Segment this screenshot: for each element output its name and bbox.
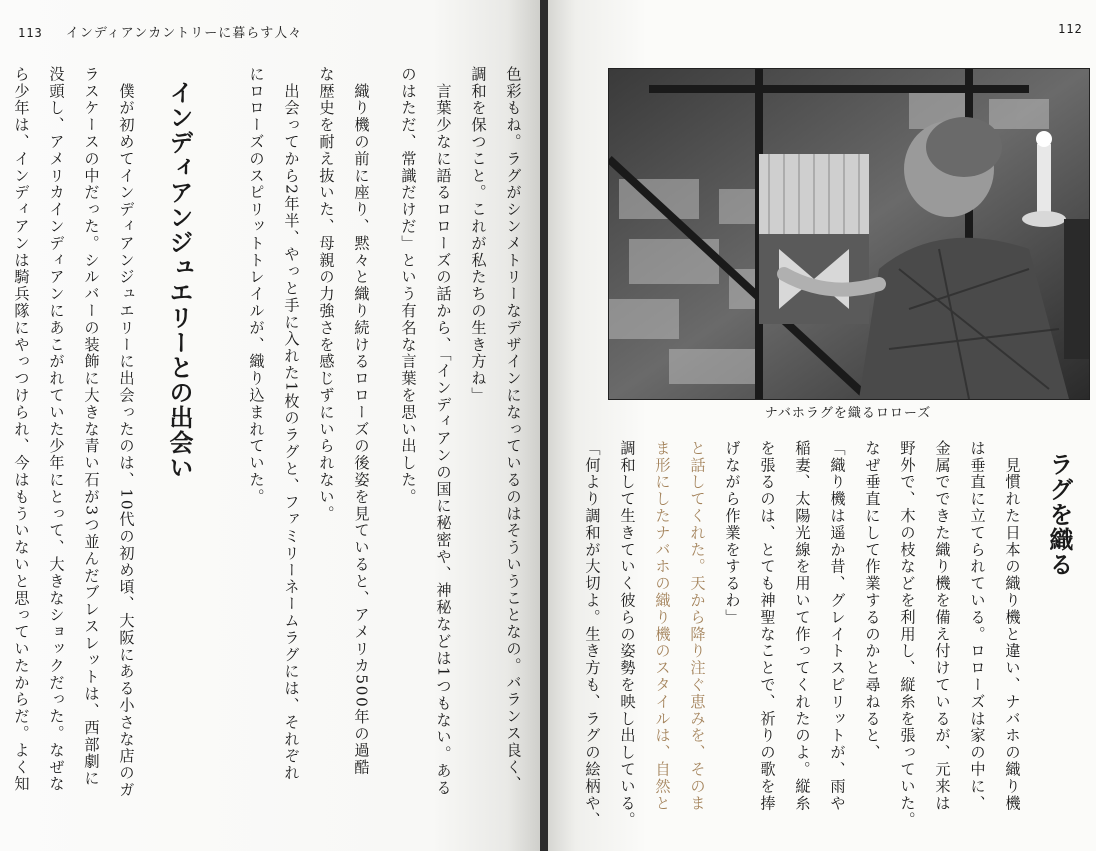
- weaving-photo: [608, 68, 1090, 400]
- text-column: 調和して生きていく彼らの姿勢を映し出している。: [618, 440, 637, 829]
- text-column: 言葉少なに語るロローズの話から、「インディアンの国に秘密や、神秘などは1つもない。ある: [434, 66, 453, 797]
- text-column: ら少年は、インディアンは騎兵隊にやっつけられ、今はもういないと思っていたからだ。よく知: [12, 66, 31, 793]
- running-title: インディアンカントリーに暮らす人々: [65, 26, 303, 41]
- text-column: 野外で、木の枝などを利用し、縦糸を張っていた。: [898, 440, 917, 829]
- text-column: な歴史を耐え抜いた、母親の力強さを感じずにいられない。: [317, 66, 336, 523]
- photo-caption: ナバホラグを織るロローズ: [764, 406, 932, 421]
- text-column: 僕が初めてインディアンジュエリーに出会ったのは、10代の初め頃、大阪にある小さな店のガ: [117, 66, 136, 799]
- text-column: 見慣れた日本の織り機と違い、ナバホの織り機: [1003, 440, 1022, 812]
- text-column: なぜ垂直にして作業するのかと尋ねると、: [863, 440, 882, 762]
- text-column: のはただ、常識だけだ」という有名な言葉を思い出した。: [399, 66, 418, 506]
- section-heading-jewelry: インディアンジュエリーとの出会い: [165, 80, 193, 480]
- text-column: を張るのは、とても神聖なことで、祈りの歌を捧: [758, 440, 777, 812]
- text-column: にロローズのスピリットトレイルが、織り込まれていた。: [247, 66, 266, 506]
- text-column: 織り機の前に座り、黙々と織り続けるロローズの後姿を見ていると、アメリカ500年の過酷: [352, 66, 371, 777]
- text-column: 金属でできた織り機を備え付けているが、元来は: [933, 440, 952, 812]
- text-column: 没頭し、アメリカインディアンにあこがれていた少年にとって、大きなショックだった。なぜな: [47, 66, 66, 793]
- text-column: 色彩もね。ラグがシンメトリーなデザインになっているのはそういうことなの。バランス良く、: [504, 66, 523, 793]
- text-column: ラスケースの中だった。シルバーの装飾に大きな青い石が3つ並んだブレスレットは、西部劇に: [82, 66, 101, 788]
- text-column: と話してくれた。天から降り注ぐ恵みを、そのま: [688, 440, 707, 812]
- page-number-left: 113: [18, 26, 43, 40]
- right-page: [548, 0, 1096, 851]
- text-column: 「織り機は遥か昔、グレイトスピリットが、雨や: [828, 440, 847, 812]
- text-column: は垂直に立てられている。ロローズは家の中に、: [968, 440, 987, 812]
- left-page: [0, 0, 540, 851]
- text-column: 稲妻、太陽光線を用いて作ってくれたのよ。縦糸: [793, 440, 812, 812]
- text-column: ま形にしたナバホの織り機のスタイルは、自然と: [653, 440, 672, 812]
- text-column: 出会ってから2年半、やっと手に入れた1枚のラグと、ファミリーネームラグには、それぞれ: [282, 66, 301, 782]
- page-number-right: 112: [1058, 22, 1083, 36]
- text-column: 「何より調和が大切よ。生き方も、ラグの絵柄や、: [583, 440, 602, 829]
- left-page-header: [18, 22, 302, 41]
- section-heading-weaving: ラグを織る: [1045, 452, 1073, 577]
- book-gutter: [540, 0, 548, 851]
- text-column: げながら作業をするわ」: [723, 440, 742, 626]
- text-column: 調和を保つこと。これが私たちの生き方ね」: [469, 66, 488, 404]
